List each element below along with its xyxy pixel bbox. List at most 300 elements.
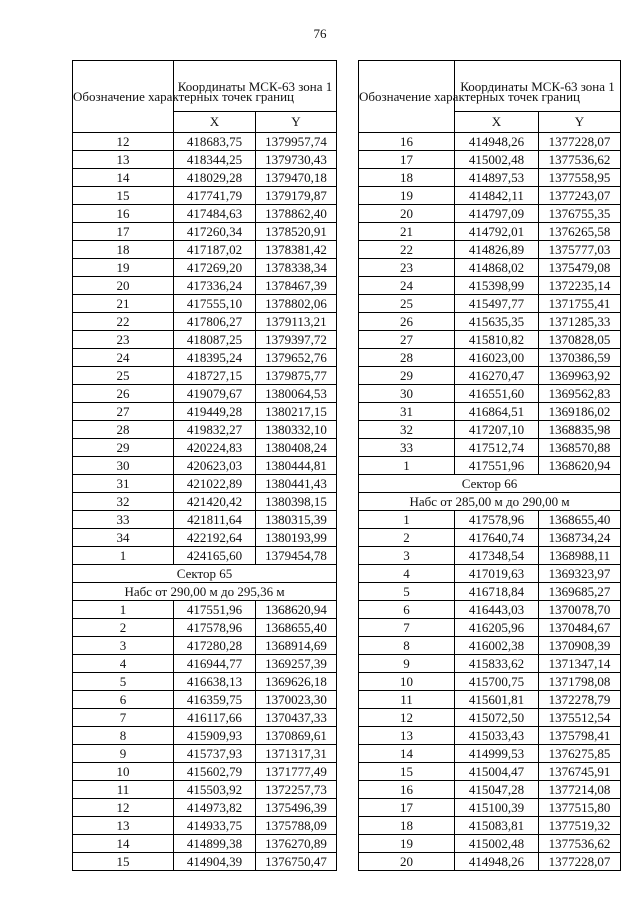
- y-coordinate-cell: 1369186,02: [539, 403, 621, 421]
- table-row: [359, 529, 621, 547]
- table-row: [73, 475, 337, 493]
- x-coordinate-cell: 420224,83: [174, 439, 256, 457]
- y-coordinate-cell: 1379179,87: [256, 187, 337, 205]
- table-row: [73, 637, 337, 655]
- table-row: [73, 601, 337, 619]
- table-row: [73, 421, 337, 439]
- x-coordinate-cell: 414899,38: [174, 835, 256, 853]
- point-number-cell: 22: [359, 241, 455, 259]
- y-coordinate-cell: 1369257,39: [256, 655, 337, 673]
- x-coordinate-cell: 417187,02: [174, 241, 256, 259]
- table-row: [73, 187, 337, 205]
- point-number-cell: 21: [359, 223, 455, 241]
- point-number-cell: 29: [73, 439, 174, 457]
- y-coordinate-cell: 1377214,08: [539, 781, 621, 799]
- section-row: [73, 565, 337, 583]
- point-number-cell: 3: [73, 637, 174, 655]
- point-number-cell: 5: [359, 583, 455, 601]
- x-coordinate-cell: 416551,60: [455, 385, 539, 403]
- y-coordinate-cell: 1377228,07: [539, 133, 621, 151]
- point-number-cell: 2: [359, 529, 455, 547]
- x-coordinate-cell: 415601,81: [455, 691, 539, 709]
- point-number-cell: 7: [73, 709, 174, 727]
- x-coordinate-cell: 417551,96: [174, 601, 256, 619]
- x-coordinate-cell: 415503,92: [174, 781, 256, 799]
- y-coordinate-cell: 1379113,21: [256, 313, 337, 331]
- point-number-cell: 10: [359, 673, 455, 691]
- header-x: X: [174, 112, 256, 133]
- table-row: [359, 655, 621, 673]
- y-coordinate-cell: 1380193,99: [256, 529, 337, 547]
- y-coordinate-cell: 1371777,49: [256, 763, 337, 781]
- x-coordinate-cell: 419449,28: [174, 403, 256, 421]
- y-coordinate-cell: 1376270,89: [256, 835, 337, 853]
- x-coordinate-cell: 417741,79: [174, 187, 256, 205]
- table-row: [73, 331, 337, 349]
- point-number-cell: 24: [359, 277, 455, 295]
- y-coordinate-cell: 1379730,43: [256, 151, 337, 169]
- point-number-cell: 27: [359, 331, 455, 349]
- x-coordinate-cell: 422192,64: [174, 529, 256, 547]
- page-number: 76: [313, 26, 327, 41]
- y-coordinate-cell: 1380217,15: [256, 403, 337, 421]
- point-number-cell: 9: [73, 745, 174, 763]
- x-coordinate-cell: 414948,26: [455, 853, 539, 871]
- table-row: [73, 493, 337, 511]
- point-number-cell: 24: [73, 349, 174, 367]
- x-coordinate-cell: 418395,24: [174, 349, 256, 367]
- point-number-cell: 32: [73, 493, 174, 511]
- x-coordinate-cell: 417578,96: [455, 511, 539, 529]
- table-row: [359, 169, 621, 187]
- table-row: [359, 439, 621, 457]
- y-coordinate-cell: 1377519,32: [539, 817, 621, 835]
- x-coordinate-cell: 420623,03: [174, 457, 256, 475]
- y-coordinate-cell: 1379454,78: [256, 547, 337, 565]
- table-row: [73, 385, 337, 403]
- y-coordinate-cell: 1376755,35: [539, 205, 621, 223]
- point-number-cell: 12: [73, 799, 174, 817]
- y-coordinate-cell: 1375788,09: [256, 817, 337, 835]
- y-coordinate-cell: 1380408,24: [256, 439, 337, 457]
- point-number-cell: 17: [359, 151, 455, 169]
- y-coordinate-cell: 1376265,58: [539, 223, 621, 241]
- table-row: [359, 511, 621, 529]
- point-number-cell: 19: [73, 259, 174, 277]
- table-row: [73, 691, 337, 709]
- table-row: [359, 853, 621, 871]
- header-designation: Обозначение характерных точек границ: [73, 61, 174, 133]
- table-row: [359, 565, 621, 583]
- x-coordinate-cell: 416359,75: [174, 691, 256, 709]
- table-row: [73, 655, 337, 673]
- section-label: Набс от 290,00 м до 295,36 м: [73, 583, 337, 601]
- x-coordinate-cell: 417348,54: [455, 547, 539, 565]
- table-row: [359, 277, 621, 295]
- x-coordinate-cell: 415002,48: [455, 151, 539, 169]
- table-row: [359, 421, 621, 439]
- point-number-cell: 18: [73, 241, 174, 259]
- x-coordinate-cell: 416205,96: [455, 619, 539, 637]
- x-coordinate-cell: 416443,03: [455, 601, 539, 619]
- x-coordinate-cell: 415810,82: [455, 331, 539, 349]
- point-number-cell: 22: [73, 313, 174, 331]
- point-number-cell: 12: [73, 133, 174, 151]
- x-coordinate-cell: 418087,25: [174, 331, 256, 349]
- table-row: [73, 151, 337, 169]
- x-coordinate-cell: 417280,28: [174, 637, 256, 655]
- y-coordinate-cell: 1368655,40: [256, 619, 337, 637]
- point-number-cell: 15: [73, 853, 174, 871]
- table-row: [359, 691, 621, 709]
- point-number-cell: 28: [359, 349, 455, 367]
- x-coordinate-cell: 418683,75: [174, 133, 256, 151]
- table-row: [359, 295, 621, 313]
- y-coordinate-cell: 1368570,88: [539, 439, 621, 457]
- point-number-cell: 20: [359, 205, 455, 223]
- point-number-cell: 1: [73, 547, 174, 565]
- y-coordinate-cell: 1379397,72: [256, 331, 337, 349]
- point-number-cell: 7: [359, 619, 455, 637]
- point-number-cell: 13: [73, 151, 174, 169]
- point-number-cell: 15: [359, 763, 455, 781]
- x-coordinate-cell: 415398,99: [455, 277, 539, 295]
- y-coordinate-cell: 1372278,79: [539, 691, 621, 709]
- table-row: [73, 349, 337, 367]
- table-row: [73, 511, 337, 529]
- point-number-cell: 19: [359, 187, 455, 205]
- y-coordinate-cell: 1375479,08: [539, 259, 621, 277]
- x-coordinate-cell: 416638,13: [174, 673, 256, 691]
- table-row: [73, 169, 337, 187]
- y-coordinate-cell: 1378802,06: [256, 295, 337, 313]
- y-coordinate-cell: 1378862,40: [256, 205, 337, 223]
- y-coordinate-cell: 1370078,70: [539, 601, 621, 619]
- table-row: [359, 727, 621, 745]
- point-number-cell: 8: [73, 727, 174, 745]
- y-coordinate-cell: 1377558,95: [539, 169, 621, 187]
- table-row: [73, 403, 337, 421]
- x-coordinate-cell: 417019,63: [455, 565, 539, 583]
- x-coordinate-cell: 414792,01: [455, 223, 539, 241]
- y-coordinate-cell: 1370908,39: [539, 637, 621, 655]
- section-label: Набс от 285,00 м до 290,00 м: [359, 493, 621, 511]
- point-number-cell: 1: [73, 601, 174, 619]
- y-coordinate-cell: 1375496,39: [256, 799, 337, 817]
- x-coordinate-cell: 418727,15: [174, 367, 256, 385]
- y-coordinate-cell: 1369323,97: [539, 565, 621, 583]
- table-row: [359, 403, 621, 421]
- section-label: Сектор 65: [73, 565, 337, 583]
- table-row: [73, 817, 337, 835]
- table-row: [73, 241, 337, 259]
- point-number-cell: 8: [359, 637, 455, 655]
- point-number-cell: 19: [359, 835, 455, 853]
- section-row: [359, 493, 621, 511]
- x-coordinate-cell: 416718,84: [455, 583, 539, 601]
- table-row: [73, 277, 337, 295]
- point-number-cell: 25: [73, 367, 174, 385]
- table-row: [359, 781, 621, 799]
- y-coordinate-cell: 1378520,91: [256, 223, 337, 241]
- y-coordinate-cell: 1375777,03: [539, 241, 621, 259]
- table-row: [359, 709, 621, 727]
- section-row: [73, 583, 337, 601]
- x-coordinate-cell: 416270,47: [455, 367, 539, 385]
- y-coordinate-cell: 1377515,80: [539, 799, 621, 817]
- point-number-cell: 15: [73, 187, 174, 205]
- y-coordinate-cell: 1378467,39: [256, 277, 337, 295]
- table-row: [359, 637, 621, 655]
- point-number-cell: 28: [73, 421, 174, 439]
- x-coordinate-cell: 415602,79: [174, 763, 256, 781]
- table-row: [359, 619, 621, 637]
- point-number-cell: 4: [73, 655, 174, 673]
- point-number-cell: 16: [73, 205, 174, 223]
- header-y: Y: [539, 112, 621, 133]
- y-coordinate-cell: 1379470,18: [256, 169, 337, 187]
- table-row: [359, 223, 621, 241]
- y-coordinate-cell: 1380444,81: [256, 457, 337, 475]
- table-row: [359, 367, 621, 385]
- table-row: [73, 835, 337, 853]
- table-row: [73, 799, 337, 817]
- header-x: X: [455, 112, 539, 133]
- point-number-cell: 2: [73, 619, 174, 637]
- point-number-cell: 14: [73, 169, 174, 187]
- point-number-cell: 33: [73, 511, 174, 529]
- point-number-cell: 6: [73, 691, 174, 709]
- table-row: [73, 259, 337, 277]
- x-coordinate-cell: 414797,09: [455, 205, 539, 223]
- point-number-cell: 1: [359, 457, 455, 475]
- point-number-cell: 10: [73, 763, 174, 781]
- point-number-cell: 23: [73, 331, 174, 349]
- y-coordinate-cell: 1368655,40: [539, 511, 621, 529]
- table-row: [359, 763, 621, 781]
- x-coordinate-cell: 417578,96: [174, 619, 256, 637]
- table-row: [73, 223, 337, 241]
- y-coordinate-cell: 1368620,94: [539, 457, 621, 475]
- table-row: [73, 367, 337, 385]
- y-coordinate-cell: 1370023,30: [256, 691, 337, 709]
- y-coordinate-cell: 1368988,11: [539, 547, 621, 565]
- y-coordinate-cell: 1376275,85: [539, 745, 621, 763]
- y-coordinate-cell: 1371755,41: [539, 295, 621, 313]
- table-row: [73, 133, 337, 151]
- x-coordinate-cell: 415635,35: [455, 313, 539, 331]
- y-coordinate-cell: 1379875,77: [256, 367, 337, 385]
- y-coordinate-cell: 1380064,53: [256, 385, 337, 403]
- x-coordinate-cell: 414868,02: [455, 259, 539, 277]
- header-designation: Обозначение характерных точек границ: [359, 61, 455, 133]
- y-coordinate-cell: 1368914,69: [256, 637, 337, 655]
- x-coordinate-cell: 415700,75: [455, 673, 539, 691]
- x-coordinate-cell: 415497,77: [455, 295, 539, 313]
- y-coordinate-cell: 1377243,07: [539, 187, 621, 205]
- table-row: [73, 295, 337, 313]
- y-coordinate-cell: 1372257,73: [256, 781, 337, 799]
- point-number-cell: 30: [73, 457, 174, 475]
- point-number-cell: 31: [73, 475, 174, 493]
- table-row: [73, 673, 337, 691]
- point-number-cell: 4: [359, 565, 455, 583]
- table-body: [73, 133, 337, 871]
- x-coordinate-cell: 416864,51: [455, 403, 539, 421]
- point-number-cell: 30: [359, 385, 455, 403]
- table-row: [73, 313, 337, 331]
- point-number-cell: 31: [359, 403, 455, 421]
- x-coordinate-cell: 418344,25: [174, 151, 256, 169]
- point-number-cell: 5: [73, 673, 174, 691]
- y-coordinate-cell: 1377536,62: [539, 835, 621, 853]
- x-coordinate-cell: 415100,39: [455, 799, 539, 817]
- table-row: [73, 853, 337, 871]
- point-number-cell: 32: [359, 421, 455, 439]
- x-coordinate-cell: 417551,96: [455, 457, 539, 475]
- y-coordinate-cell: 1371798,08: [539, 673, 621, 691]
- y-coordinate-cell: 1368620,94: [256, 601, 337, 619]
- x-coordinate-cell: 418029,28: [174, 169, 256, 187]
- table-row: [359, 457, 621, 475]
- point-number-cell: 14: [359, 745, 455, 763]
- x-coordinate-cell: 424165,60: [174, 547, 256, 565]
- y-coordinate-cell: 1378381,42: [256, 241, 337, 259]
- x-coordinate-cell: 417640,74: [455, 529, 539, 547]
- y-coordinate-cell: 1375512,54: [539, 709, 621, 727]
- x-coordinate-cell: 417207,10: [455, 421, 539, 439]
- y-coordinate-cell: 1380398,15: [256, 493, 337, 511]
- point-number-cell: 16: [359, 781, 455, 799]
- y-coordinate-cell: 1379957,74: [256, 133, 337, 151]
- point-number-cell: 21: [73, 295, 174, 313]
- table-row: [359, 799, 621, 817]
- table-row: [359, 835, 621, 853]
- point-number-cell: 20: [359, 853, 455, 871]
- x-coordinate-cell: 415909,93: [174, 727, 256, 745]
- table-row: [73, 457, 337, 475]
- table-row: [73, 709, 337, 727]
- x-coordinate-cell: 417269,20: [174, 259, 256, 277]
- x-coordinate-cell: 416944,77: [174, 655, 256, 673]
- table-row: [359, 583, 621, 601]
- y-coordinate-cell: 1377536,62: [539, 151, 621, 169]
- table-row: [73, 529, 337, 547]
- point-number-cell: 6: [359, 601, 455, 619]
- point-number-cell: 11: [359, 691, 455, 709]
- point-number-cell: 17: [73, 223, 174, 241]
- x-coordinate-cell: 416117,66: [174, 709, 256, 727]
- x-coordinate-cell: 416023,00: [455, 349, 539, 367]
- x-coordinate-cell: 419079,67: [174, 385, 256, 403]
- table-row: [359, 205, 621, 223]
- table-row: [359, 187, 621, 205]
- x-coordinate-cell: 417336,24: [174, 277, 256, 295]
- point-number-cell: 11: [73, 781, 174, 799]
- y-coordinate-cell: 1370869,61: [256, 727, 337, 745]
- table-row: [73, 439, 337, 457]
- header-coordinates: Координаты МСК-63 зона 1: [455, 61, 621, 112]
- point-number-cell: 16: [359, 133, 455, 151]
- x-coordinate-cell: 417260,34: [174, 223, 256, 241]
- x-coordinate-cell: 414897,53: [455, 169, 539, 187]
- x-coordinate-cell: 416002,38: [455, 637, 539, 655]
- table-row: [73, 727, 337, 745]
- y-coordinate-cell: 1369562,83: [539, 385, 621, 403]
- table-row: [359, 331, 621, 349]
- table-row: [359, 241, 621, 259]
- y-coordinate-cell: 1378338,34: [256, 259, 337, 277]
- y-coordinate-cell: 1376745,91: [539, 763, 621, 781]
- x-coordinate-cell: 415047,28: [455, 781, 539, 799]
- y-coordinate-cell: 1368734,24: [539, 529, 621, 547]
- y-coordinate-cell: 1369963,92: [539, 367, 621, 385]
- point-number-cell: 3: [359, 547, 455, 565]
- y-coordinate-cell: 1375798,41: [539, 727, 621, 745]
- coordinates-table-right: [358, 60, 621, 871]
- point-number-cell: 34: [73, 529, 174, 547]
- point-number-cell: 27: [73, 403, 174, 421]
- x-coordinate-cell: 415072,50: [455, 709, 539, 727]
- y-coordinate-cell: 1369685,27: [539, 583, 621, 601]
- point-number-cell: 9: [359, 655, 455, 673]
- x-coordinate-cell: 415033,43: [455, 727, 539, 745]
- point-number-cell: 12: [359, 709, 455, 727]
- x-coordinate-cell: 414904,39: [174, 853, 256, 871]
- table-row: [359, 151, 621, 169]
- table-row: [359, 133, 621, 151]
- point-number-cell: 29: [359, 367, 455, 385]
- point-number-cell: 33: [359, 439, 455, 457]
- table-row: [73, 781, 337, 799]
- table-row: [359, 349, 621, 367]
- header-coordinates: Координаты МСК-63 зона 1: [174, 61, 337, 112]
- point-number-cell: 26: [359, 313, 455, 331]
- table-row: [359, 547, 621, 565]
- x-coordinate-cell: 414999,53: [455, 745, 539, 763]
- x-coordinate-cell: 417555,10: [174, 295, 256, 313]
- point-number-cell: 25: [359, 295, 455, 313]
- point-number-cell: 17: [359, 799, 455, 817]
- table-row: [73, 619, 337, 637]
- table-row: [359, 259, 621, 277]
- table-row: [359, 601, 621, 619]
- table-row: [359, 745, 621, 763]
- point-number-cell: 13: [73, 817, 174, 835]
- x-coordinate-cell: 417806,27: [174, 313, 256, 331]
- y-coordinate-cell: 1369626,18: [256, 673, 337, 691]
- table-row: [359, 313, 621, 331]
- x-coordinate-cell: 415083,81: [455, 817, 539, 835]
- table-row: [73, 763, 337, 781]
- y-coordinate-cell: 1370484,67: [539, 619, 621, 637]
- x-coordinate-cell: 421022,89: [174, 475, 256, 493]
- point-number-cell: 13: [359, 727, 455, 745]
- table-row: [359, 385, 621, 403]
- coordinates-table-left: [72, 60, 337, 871]
- x-coordinate-cell: 415737,93: [174, 745, 256, 763]
- x-coordinate-cell: 415002,48: [455, 835, 539, 853]
- table-row: [73, 205, 337, 223]
- y-coordinate-cell: 1372235,14: [539, 277, 621, 295]
- table-row: [73, 745, 337, 763]
- y-coordinate-cell: 1368835,98: [539, 421, 621, 439]
- y-coordinate-cell: 1380315,39: [256, 511, 337, 529]
- header-y: Y: [256, 112, 337, 133]
- x-coordinate-cell: 421811,64: [174, 511, 256, 529]
- y-coordinate-cell: 1370828,05: [539, 331, 621, 349]
- section-label: Сектор 66: [359, 475, 621, 493]
